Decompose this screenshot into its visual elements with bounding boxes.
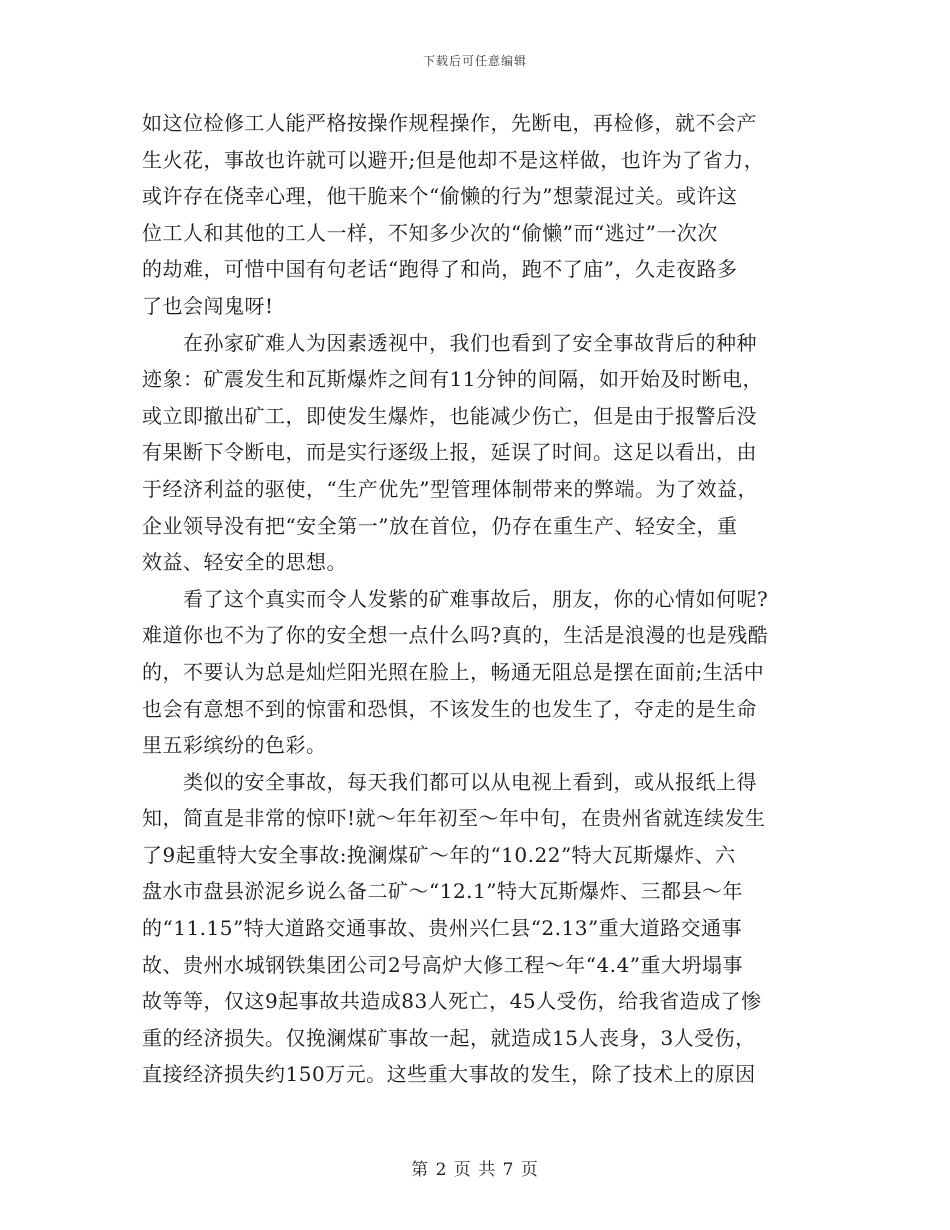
text-line: 里五彩缤纷的色彩。 [142, 733, 327, 758]
text-line: 看了这个真实而令人发紫的矿难事故后，朋友，你的心情如何呢? [142, 586, 769, 611]
text-line: 的“11.15”特大道路交通事故、贵州兴仁县“2.13”重大道路交通事 [142, 916, 743, 941]
text-line: 位工人和其他的工人一样，不知多少次的“偷懒”而“逃过”一次次 [142, 220, 718, 245]
text-line: 知，简直是非常的惊吓!就～年年初至～年中旬，在贵州省就连续发生 [142, 806, 766, 831]
text-line: 生火花，事故也许就可以避开;但是他却不是这样做，也许为了省力， [142, 147, 765, 172]
text-line: 难道你也不为了你的安全想一点什么吗?真的，生活是浪漫的也是残酷 [142, 623, 769, 648]
text-line: 或立即撤出矿工，即使发生爆炸，也能减少伤亡，但是由于报警后没 [142, 403, 757, 428]
text-line: 盘水市盘县淤泥乡说么备二矿～“12.1”特大瓦斯爆炸、三都县～年 [142, 879, 743, 904]
text-line: 或许存在侥幸心理，他干脆来个“偷懒的行为”想蒙混过关。或许这 [142, 184, 738, 209]
text-line: 的劫难，可惜中国有句老话“跑得了和尚，跑不了庙”，久走夜路多 [142, 257, 738, 282]
text-line: 的，不要认为总是灿烂阳光照在脸上，畅通无阻总是摆在面前;生活中 [142, 659, 765, 684]
text-line: 有果断下令断电，而是实行逐级上报，延误了时间。这足以看出，由 [142, 440, 757, 465]
text-line: 了也会闯鬼呀! [142, 293, 274, 318]
text-line: 在孙家矿难人为因素透视中，我们也看到了安全事故背后的种种 [142, 330, 757, 355]
text-line: 类似的安全事故，每天我们都可以从电视上看到，或从报纸上得 [142, 769, 757, 794]
text-line: 于经济利益的驱使，“生产优先”型管理体制带来的弊端。为了效益， [142, 476, 758, 501]
text-line: 效益、轻安全的思想。 [142, 550, 347, 575]
text-line: 重的经济损失。仅挽澜煤矿事故一起，就造成15人丧身，3人受伤， [142, 1025, 756, 1050]
text-line: 故、贵州水城钢铁集团公司2号高炉大修工程～年“4.4”重大坍塌事 [142, 952, 743, 977]
document-body [142, 105, 802, 1093]
text-line: 了9起重特大安全事故:挽澜煤矿～年的“10.22”特大瓦斯爆炸、六 [142, 842, 736, 867]
text-line: 故等等，仅这9起事故共造成83人死亡，45人受伤，给我省造成了惨 [142, 989, 762, 1014]
text-line: 也会有意想不到的惊雷和恐惧，不该发生的也发生了，夺走的是生命 [142, 696, 757, 721]
text-line: 企业领导没有把“安全第一”放在首位，仍存在重生产、轻安全，重 [142, 513, 738, 538]
text-line: 迹象：矿震发生和瓦斯爆炸之间有11分钟的间隔，如开始及时断电， [142, 367, 763, 392]
text-line: 如这位检修工人能严格按操作规程操作，先断电，再检修，就不会产 [142, 111, 757, 135]
page-number: 第 2 页 共 7 页 [411, 1160, 539, 1180]
page-header-note: 下载后可任意编辑 [422, 54, 527, 68]
text-line: 直接经济损失约150万元。这些重大事故的发生，除了技术上的原因 [142, 1062, 756, 1087]
